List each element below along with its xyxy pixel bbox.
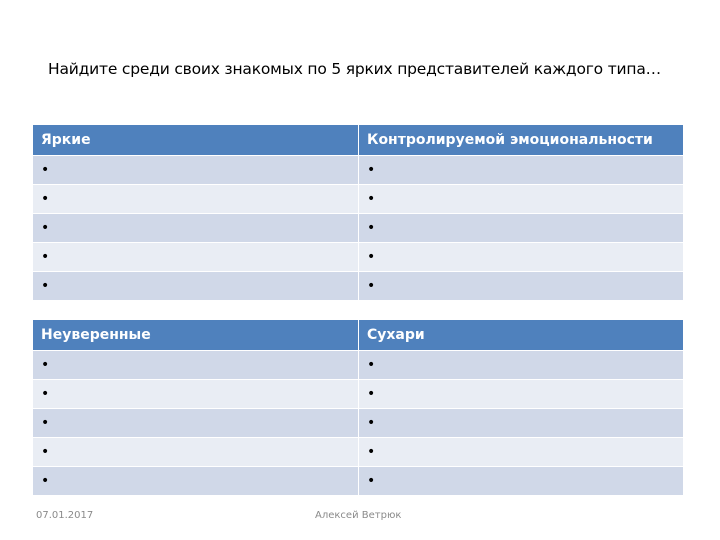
- table-header-row: [33, 320, 684, 351]
- table-header-row: [33, 125, 684, 156]
- bullet-cell: •: [33, 409, 359, 438]
- footer-author: Алексей Ветрюк: [315, 510, 402, 521]
- bullet-cell: •: [33, 467, 359, 496]
- bullet-cell: •: [33, 243, 359, 272]
- header-cell-bright: Яркие: [33, 125, 359, 156]
- bullet-cell: •: [359, 409, 684, 438]
- header-cell-insecure: Неуверенные: [33, 320, 359, 351]
- bullet-cell: •: [359, 380, 684, 409]
- bullet-cell: •: [33, 272, 359, 301]
- bullet-cell: •: [359, 467, 684, 496]
- header-cell-controlled-emotionality: Контролируемой эмоциональности: [359, 125, 684, 156]
- table-row: [33, 185, 684, 214]
- table-row: [33, 214, 684, 243]
- bullet-cell: •: [33, 380, 359, 409]
- bullet-cell: •: [33, 185, 359, 214]
- slide-title: Найдите среди своих знакомых по 5 ярких представителей каждого типа…: [48, 60, 661, 78]
- bullet-cell: •: [33, 351, 359, 380]
- table-row: [33, 272, 684, 301]
- types-table-2: [32, 319, 684, 496]
- table-row: [33, 409, 684, 438]
- table-row: [33, 467, 684, 496]
- bullet-cell: •: [359, 438, 684, 467]
- footer-date: 07.01.2017: [36, 510, 94, 521]
- bullet-cell: •: [33, 214, 359, 243]
- bullet-cell: •: [33, 438, 359, 467]
- table-row: [33, 243, 684, 272]
- bullet-cell: •: [359, 272, 684, 301]
- header-cell-dry: Сухари: [359, 320, 684, 351]
- bullet-cell: •: [359, 156, 684, 185]
- table-row: [33, 351, 684, 380]
- table-row: [33, 438, 684, 467]
- bullet-cell: •: [359, 243, 684, 272]
- types-table-1: [32, 124, 684, 301]
- bullet-cell: •: [359, 351, 684, 380]
- table-row: [33, 380, 684, 409]
- bullet-cell: •: [33, 156, 359, 185]
- bullet-cell: •: [359, 185, 684, 214]
- table-row: [33, 156, 684, 185]
- bullet-cell: •: [359, 214, 684, 243]
